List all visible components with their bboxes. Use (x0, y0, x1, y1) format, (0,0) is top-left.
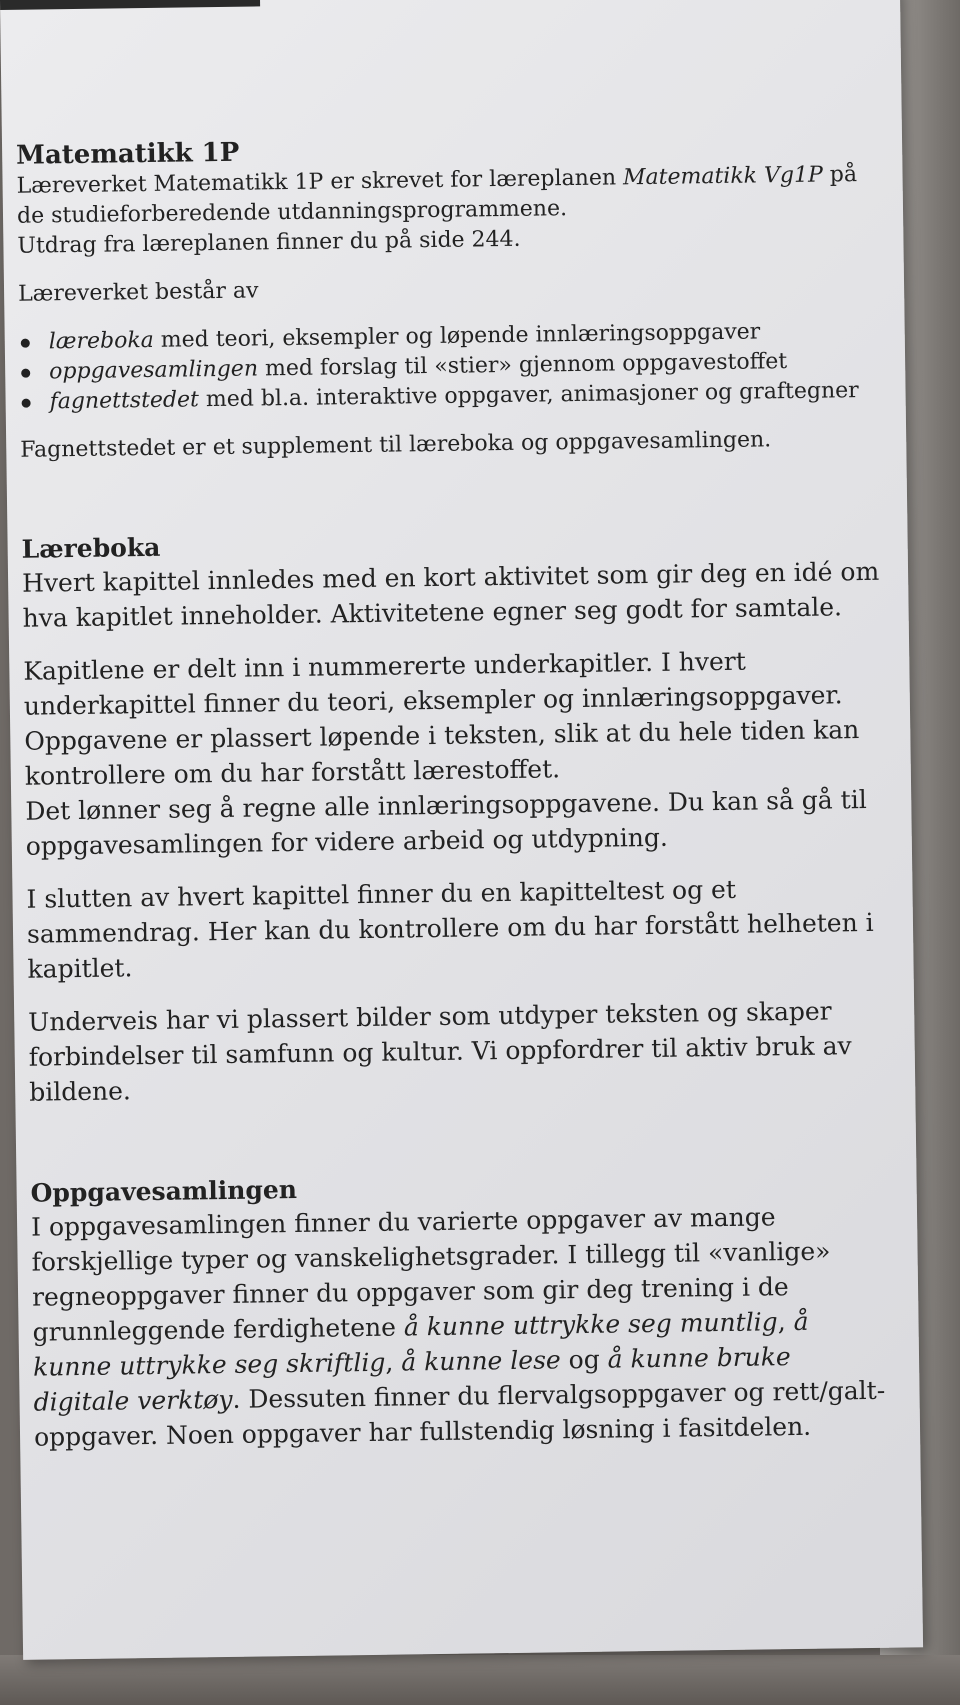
laereboka-paragraph-4: I slutten av hvert kapittel finner du en kapitteltest og et sammendrag. Her kan du kontrollere om du har forstått helheten i kapitlet. (26, 874, 874, 984)
section-laereboka (21, 522, 889, 1110)
supplement-note: Fagnettstedet er et supplement til læreboka og oppgavesamlingen. (20, 427, 772, 463)
curriculum-reference: Utdrag fra læreplanen finner du på side 244. (17, 226, 521, 259)
intro-curriculum-title: Matematikk Vg1P (622, 162, 823, 191)
intro-text-end: på de studieforberedende utdanningsprogrammene. (16, 162, 858, 229)
intro-text: Læreverket Matematikk 1P er skrevet for læreplanen (16, 165, 624, 199)
bullet-icon (22, 399, 31, 408)
paragraph-text: , (777, 1307, 794, 1337)
bullet-icon (21, 369, 30, 378)
laereboka-paragraph-1: Hvert kapittel innledes med en kort aktivitet som gir deg en idé om hva kapitlet inneholder. Aktivitetene egner seg godt for samtale. (21, 556, 880, 633)
components-list (19, 316, 880, 418)
laereboka-paragraph-2: Kapitlene er delt inn i nummererte underkapitler. I hvert underkapittel finner du teori, eksempler og innlæringsoppgaver. Oppgavene er plassert løpende i teksten, slik at du hele tiden kan kontrollere om du har forstått lærestoffet. (23, 646, 860, 791)
section-matematikk-1p (16, 128, 880, 466)
skill-digital: å kunne bruke digitale verktøy (33, 1342, 791, 1417)
list-item-text: med teori, eksempler og løpende innlæringsoppgaver (153, 319, 761, 353)
paragraph-text: I oppgavesamlingen finner du varierte oppgaver av mange forskjellige typer og vanskelighetsgrader. I tillegg til «vanlige» regneoppgaver finner du oppgaver som gir deg trening i de grunnleggende ferdighetene (30, 1202, 831, 1347)
list-item-term: fagnettstedet (49, 387, 200, 415)
skill-written: å kunne uttrykke seg skriftlig (32, 1306, 809, 1382)
paragraph-text: , (385, 1347, 402, 1377)
list-item-text: med bl.a. interaktive oppgaver, animasjoner og graftegner (198, 378, 859, 413)
section-heading-laereboka: Læreboka (21, 532, 161, 564)
list-item-term: læreboka (48, 327, 154, 355)
consists-of-label: Læreverket består av (17, 278, 259, 307)
bullet-icon (21, 339, 30, 348)
section-heading-oppgavesamlingen: Oppgavesamlingen (30, 1174, 298, 1208)
page-content (16, 128, 894, 1455)
paragraph-text: . Dessuten finner du flervalgsoppgaver og rett/galt-oppgaver. Noen oppgaver har fullstendig løsning i fasitdelen. (33, 1375, 886, 1452)
skill-reading: å kunne lese (401, 1345, 561, 1377)
list-item-text: med forslag til «stier» gjennom oppgavestoffet (257, 349, 788, 382)
section-heading-matematikk-1p: Matematikk 1P (15, 137, 240, 171)
section-oppgavesamlingen (30, 1166, 894, 1455)
background-bottom (0, 1655, 960, 1705)
laereboka-paragraph-5: Underveis har vi plassert bilder som utdyper teksten og skaper forbindelser til samfunn og kultur. Vi oppfordrer til aktiv bruk av bildene. (28, 996, 852, 1107)
previous-page-edge (0, 0, 260, 10)
laereboka-paragraph-3: Det lønner seg å regne alle innlæringsoppgavene. Du kan så gå til oppgavesamlingen for videre arbeid og utdypning. (25, 784, 867, 861)
skill-oral: å kunne uttrykke seg muntlig (403, 1307, 778, 1342)
list-item-term: oppgavesamlingen (49, 356, 259, 385)
oppgavesamlingen-paragraph (31, 1198, 894, 1455)
paragraph-text: og (560, 1344, 608, 1375)
